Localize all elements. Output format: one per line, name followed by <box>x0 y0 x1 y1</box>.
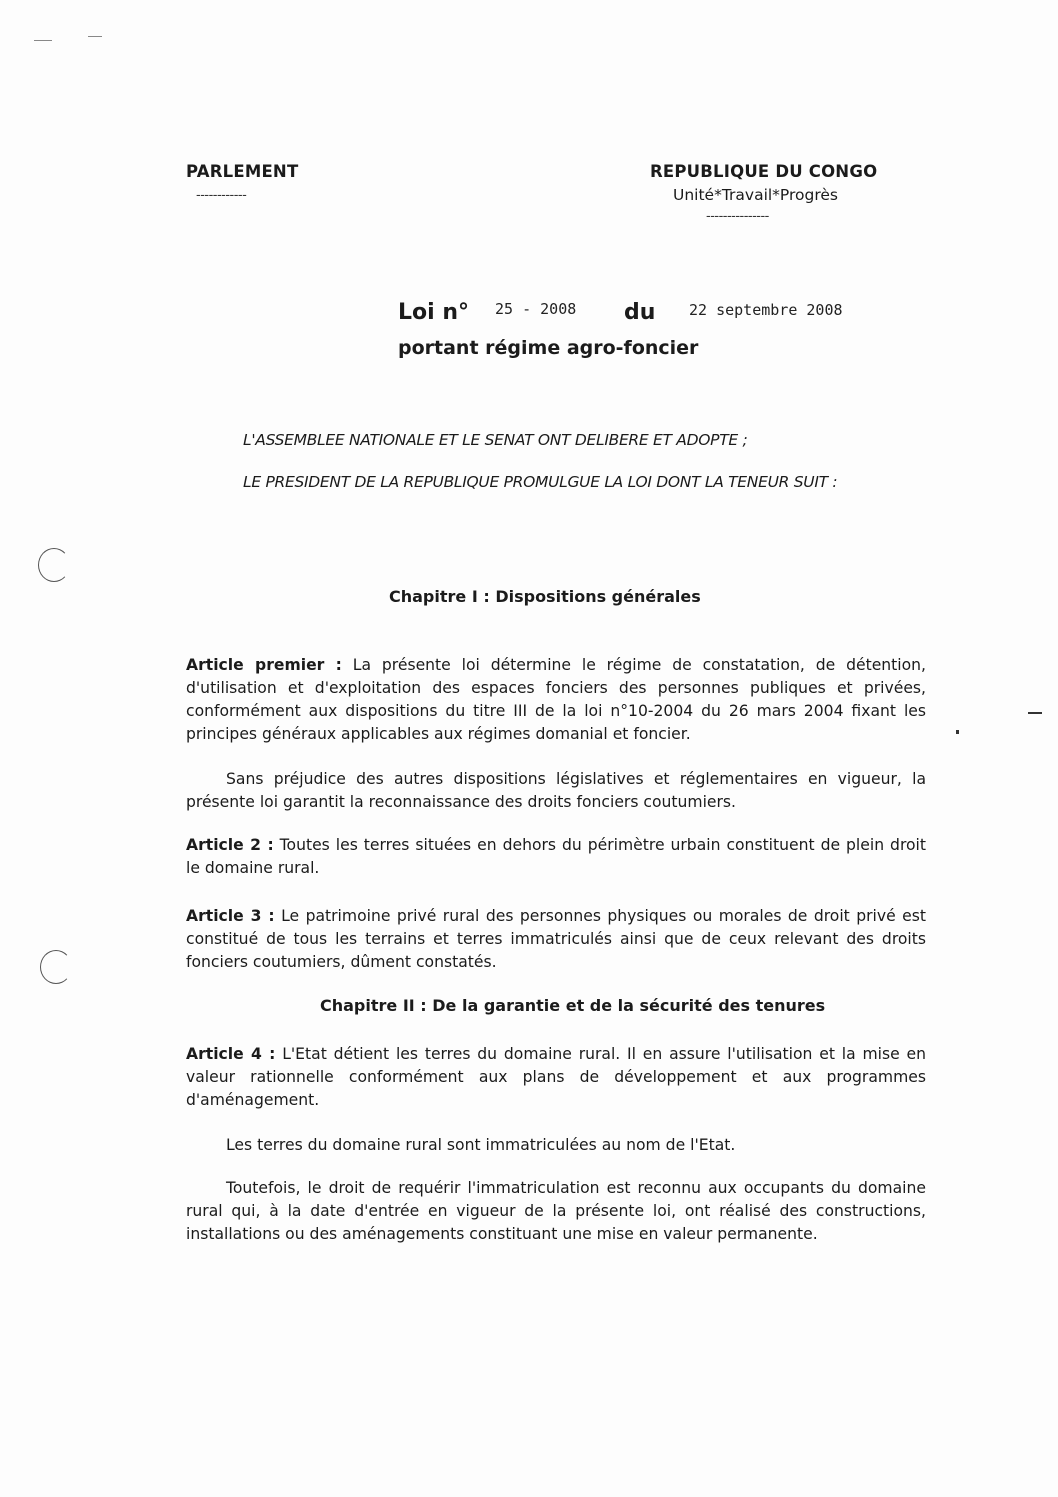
scan-mark-dot <box>956 730 959 734</box>
article-premier-paragraph-2 <box>186 768 926 814</box>
article-2-text: Toutes les terres situées en dehors du périmètre urbain constituent de plein droit le domaine rural. <box>186 836 926 877</box>
law-number: 25 - 2008 <box>495 300 577 318</box>
article-2 <box>186 834 926 880</box>
law-title-prefix: Loi n° <box>398 300 469 325</box>
law-subtitle: portant régime agro-foncier <box>398 337 699 359</box>
law-date: 22 septembre 2008 <box>689 301 843 319</box>
article-premier <box>186 654 926 746</box>
article-4-para3-text: Toutefois, le droit de requérir l'immatriculation est reconnu aux occupants du domaine rural qui, à la date d'entrée en vigueur de la présente loi, ont réalisé des constructions, installations ou des aménagements constituant une mise en valeur permanente. <box>186 1179 926 1243</box>
article-3-text: Le patrimoine privé rural des personnes physiques ou morales de droit privé est constitué de tous les terrains et terres immatriculés ainsi que de ceux relevant des droits fonciers coutumiers, dûment constatés. <box>186 907 926 971</box>
scan-mark-corner <box>34 40 52 41</box>
preamble-line-1: L'ASSEMBLEE NATIONALE ET LE SENAT ONT DELIBERE ET ADOPTE ; <box>243 431 748 449</box>
article-4 <box>186 1043 926 1112</box>
article-3-label: Article 3 : <box>186 907 275 925</box>
article-4-paragraph-3 <box>186 1177 926 1246</box>
article-premier-para2-text: Sans préjudice des autres dispositions législatives et réglementaires en vigueur, la présente loi garantit la reconnaissance des droits fonciers coutumiers. <box>186 770 926 811</box>
punch-hole-bottom <box>40 950 72 984</box>
article-4-paragraph-2 <box>186 1134 926 1157</box>
chapter-2-heading: Chapitre II : De la garantie et de la sécurité des tenures <box>320 996 826 1015</box>
article-2-label: Article 2 : <box>186 836 274 854</box>
article-premier-text: La présente loi détermine le régime de constatation, de détention, d'utilisation et d'exploitation des espaces fonciers des personnes publiques et privées, conformément aux dispositions du titre III de la loi n°10-2004 du 26 mars 2004 fixant les principes généraux applicables aux régimes domanial et foncier. <box>186 656 926 743</box>
punch-hole-top <box>38 548 70 582</box>
article-3 <box>186 905 926 974</box>
article-4-para2-text: Les terres du domaine rural sont immatriculées au nom de l'Etat. <box>226 1136 736 1154</box>
scan-mark-corner-2 <box>88 36 102 37</box>
country-motto: Unité*Travail*Progrès <box>673 186 839 204</box>
scan-mark-right <box>1028 712 1042 714</box>
country-separator: --------------- <box>706 209 769 224</box>
issuer-label: PARLEMENT <box>186 162 299 181</box>
preamble-line-2: LE PRESIDENT DE LA REPUBLIQUE PROMULGUE LA LOI DONT LA TENEUR SUIT : <box>243 473 838 491</box>
chapter-1-heading: Chapitre I : Dispositions générales <box>389 587 701 606</box>
law-title-du: du <box>624 300 656 325</box>
country-label: REPUBLIQUE DU CONGO <box>650 162 878 181</box>
article-premier-label: Article premier : <box>186 656 342 674</box>
article-4-label: Article 4 : <box>186 1045 276 1063</box>
article-4-text: L'Etat détient les terres du domaine rural. Il en assure l'utilisation et la mise en valeur rationnelle conformément aux plans de développement et aux programmes d'aménagement. <box>186 1045 926 1109</box>
issuer-separator: ------------ <box>196 188 247 203</box>
